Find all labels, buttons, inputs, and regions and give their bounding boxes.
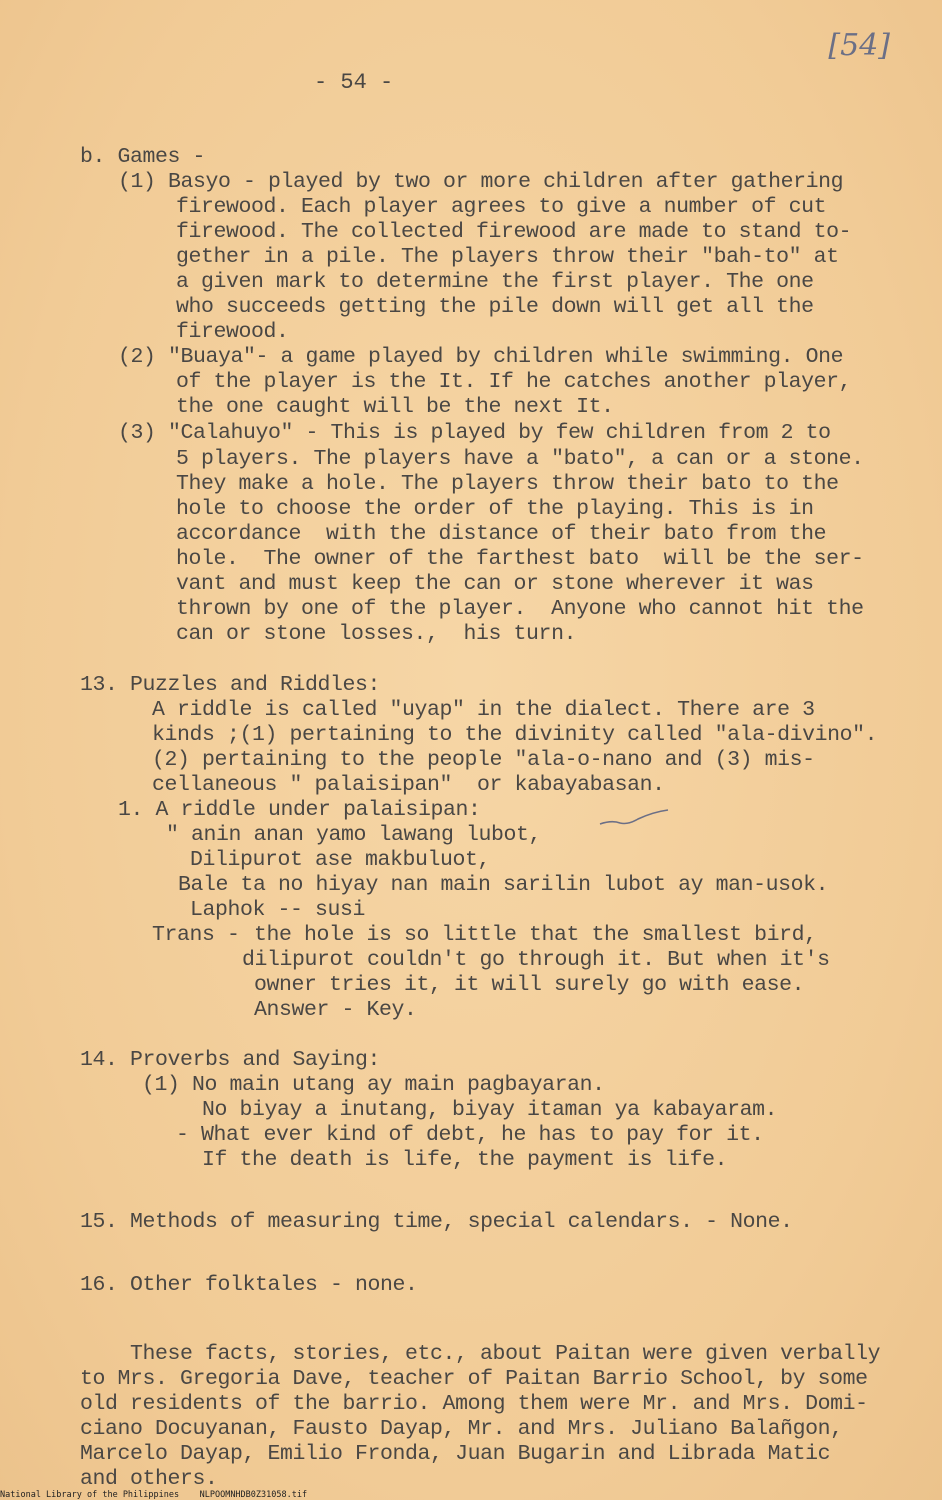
puzzles-intro-line: cellaneous " palaisipan" or kabayabasan. bbox=[152, 773, 665, 797]
game-3-line: accordance with the distance of their bato from the bbox=[176, 522, 827, 546]
game-3-line: thrown by one of the player. Anyone who cannot hit the bbox=[176, 597, 864, 621]
footer-library: National Library of the Philippines bbox=[0, 1490, 180, 1500]
game-1-line: who succeeds getting the pile down will get all the bbox=[176, 295, 814, 319]
page-number: - 54 - bbox=[314, 70, 394, 95]
riddle-line: Bale ta no hiyay nan main sarilin lubot ay man-usok. bbox=[178, 873, 829, 897]
riddle-line: " anin anan yamo lawang lubot, bbox=[166, 823, 542, 847]
game-3-line: hole. The owner of the farthest bato will be the ser- bbox=[176, 547, 864, 571]
puzzles-heading: 13. Puzzles and Riddles: bbox=[80, 673, 381, 697]
closing-line: Marcelo Dayap, Emilio Fronda, Juan Bugarin and Librada Matic bbox=[80, 1442, 831, 1466]
game-2-line: (2) "Buaya"- a game played by children while swimming. One bbox=[118, 345, 844, 369]
footer-file-id: NLPOOMNHDB0Z31058.tif bbox=[199, 1490, 308, 1500]
game-1-line: (1) Basyo - played by two or more children after gathering bbox=[118, 170, 844, 194]
game-1-line: firewood. bbox=[176, 320, 289, 344]
puzzles-intro-line: kinds ;(1) pertaining to the divinity called "ala-divino". bbox=[152, 723, 878, 747]
folktales-line: 16. Other folktales - none. bbox=[80, 1273, 418, 1297]
puzzles-intro-line: A riddle is called "uyap" in the dialect. There are 3 bbox=[152, 698, 815, 722]
translation-line: the hole is so little that the smallest bird, bbox=[254, 923, 817, 947]
closing-line: These facts, stories, etc., about Paitan were given verbally bbox=[130, 1342, 881, 1366]
closing-line: ciano Docuyanan, Fausto Dayap, Mr. and Mrs. Juliano Balañgon, bbox=[80, 1417, 843, 1441]
handwritten-page-annotation: [54] bbox=[828, 28, 890, 63]
game-3-line: can or stone losses., his turn. bbox=[176, 622, 577, 646]
proverbs-heading: 14. Proverbs and Saying: bbox=[80, 1048, 381, 1072]
game-2-line: the one caught will be the next It. bbox=[176, 395, 614, 419]
translation-line: owner tries it, it will surely go with ease. bbox=[254, 973, 805, 997]
pencil-mark bbox=[598, 808, 670, 830]
game-3-line: 5 players. The players have a "bato", a can or a stone. bbox=[176, 447, 864, 471]
translation-answer: Answer - Key. bbox=[254, 998, 417, 1022]
riddle-subheading: 1. A riddle under palaisipan: bbox=[118, 798, 481, 822]
proverb-line: - What ever kind of debt, he has to pay for it. bbox=[176, 1123, 764, 1147]
proverb-line: (1) No main utang ay main pagbayaran. bbox=[142, 1073, 605, 1097]
game-2-line: of the player is the It. If he catches another player, bbox=[176, 370, 852, 394]
game-3-line: vant and must keep the can or stone wherever it was bbox=[176, 572, 814, 596]
methods-line: 15. Methods of measuring time, special calendars. - None. bbox=[80, 1210, 793, 1234]
translation-line: dilipurot couldn't go through it. But when it's bbox=[242, 948, 830, 972]
closing-line: old residents of the barrio. Among them were Mr. and Mrs. Domi- bbox=[80, 1392, 868, 1416]
games-heading: b. Games - bbox=[80, 145, 206, 169]
riddle-line: Dilipurot ase makbuluot, bbox=[190, 848, 491, 872]
riddle-answer: Laphok -- susi bbox=[190, 898, 366, 922]
closing-line: and others. bbox=[80, 1467, 218, 1491]
game-1-line: a given mark to determine the first player. The one bbox=[176, 270, 814, 294]
game-3-line: (3) "Calahuyo" - This is played by few children from 2 to bbox=[118, 421, 831, 445]
game-3-line: hole to choose the order of the playing. This is in bbox=[176, 497, 814, 521]
game-3-line: They make a hole. The players throw their bato to the bbox=[176, 472, 839, 496]
closing-line: to Mrs. Gregoria Dave, teacher of Paitan Barrio School, by some bbox=[80, 1367, 868, 1391]
game-1-line: gether in a pile. The players throw their "bah-to" at bbox=[176, 245, 839, 269]
proverb-line: If the death is life, the payment is life. bbox=[202, 1148, 728, 1172]
proverb-line: No biyay a inutang, biyay itaman ya kabayaram. bbox=[202, 1098, 778, 1122]
translation-label: Trans - bbox=[152, 923, 240, 947]
scan-footer bbox=[0, 1490, 307, 1500]
game-1-line: firewood. The collected firewood are made to stand to- bbox=[176, 220, 852, 244]
puzzles-intro-line: (2) pertaining to the people "ala-o-nano and (3) mis- bbox=[152, 748, 815, 772]
game-1-line: firewood. Each player agrees to give a number of cut bbox=[176, 195, 827, 219]
